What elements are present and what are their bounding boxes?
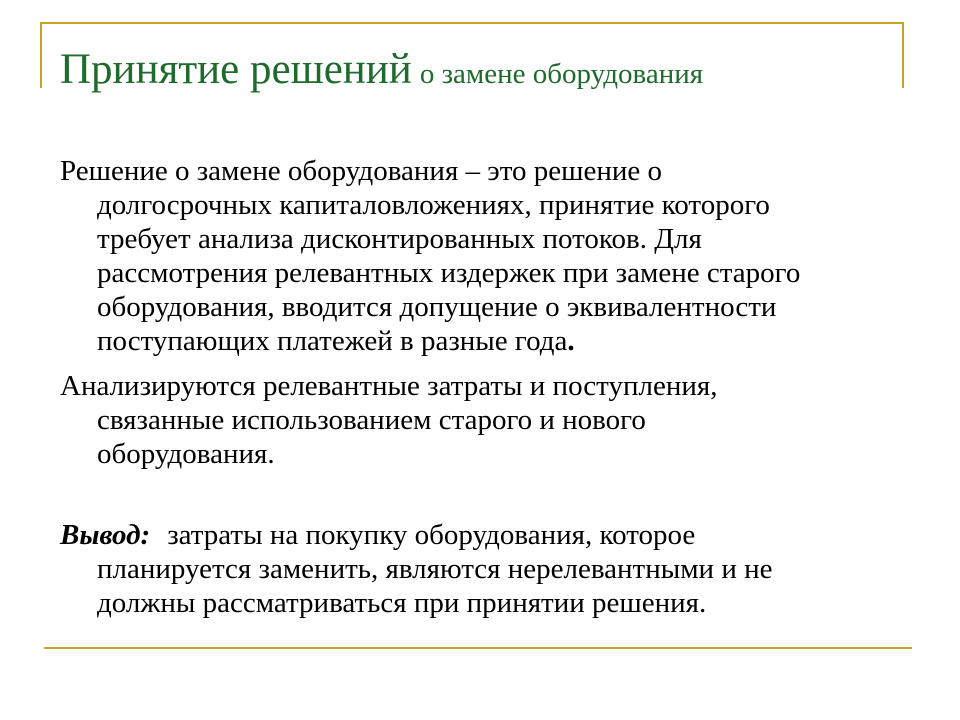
paragraph-analysis xyxy=(60,369,717,471)
paragraph-line: долгосрочных капиталовложениях, принятие которого xyxy=(97,189,770,221)
conclusion-label: Вывод: xyxy=(60,519,151,551)
conclusion-first-line xyxy=(60,518,772,552)
paragraph-line: оборудования. xyxy=(97,438,275,470)
paragraph-line: рассмотрения релевантных издержек при замене старого xyxy=(97,257,801,289)
bottom-frame-line xyxy=(44,647,912,649)
paragraph-line: Анализируются релевантные затраты и поступления, xyxy=(60,370,718,402)
conclusion-first-line-text: затраты на покупку оборудования, которое xyxy=(167,519,696,551)
paragraph-last-line-text: поступающих платежей в разные года xyxy=(97,325,568,357)
paragraph-line: требует анализа дисконтированных потоков. Для xyxy=(97,223,702,255)
paragraph-line: оборудования, вводится допущение о эквивалентности xyxy=(97,291,777,323)
title-main: Принятие решений xyxy=(60,46,412,93)
top-frame-line xyxy=(40,22,904,24)
paragraph-last-punctuation: . xyxy=(567,325,575,357)
slide-title xyxy=(60,48,703,91)
paragraph-last-line xyxy=(60,324,800,358)
title-subtitle: о замене оборудования xyxy=(419,58,704,90)
paragraph-line: должны рассматриваться при принятии решения. xyxy=(97,587,707,619)
paragraph-line: связанные использованием старого и нового xyxy=(97,404,646,436)
paragraph-line: Решение о замене оборудования – это решение о xyxy=(60,155,663,187)
left-frame-line xyxy=(40,22,42,88)
right-frame-line xyxy=(902,22,904,88)
paragraph-line: планируется заменить, являются нерелевантными и не xyxy=(97,553,773,585)
paragraph-definition xyxy=(60,154,800,358)
paragraph-conclusion xyxy=(60,518,772,620)
